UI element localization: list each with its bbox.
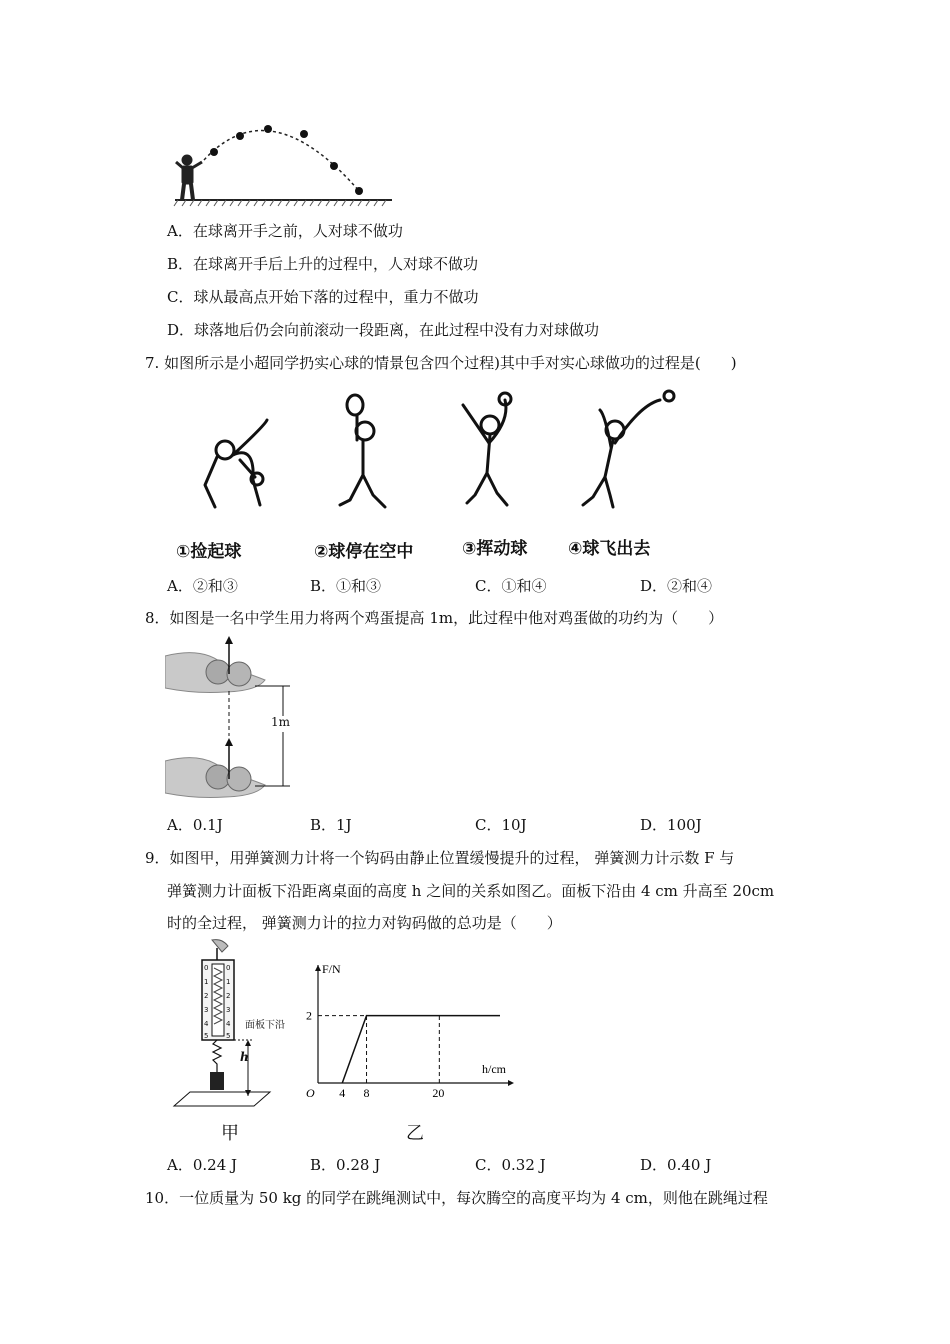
- egg: [206, 765, 230, 789]
- q8-option-b: B．1J: [310, 816, 352, 834]
- svg-text:4: 4: [226, 1020, 231, 1028]
- egg: [206, 660, 230, 684]
- q7-option-d: D．②和④: [640, 577, 713, 595]
- q9-option-c: C．0.32 J: [475, 1156, 546, 1174]
- y-axis-label: F/N: [322, 962, 341, 976]
- ball: [264, 125, 272, 133]
- svg-text:3: 3: [226, 1006, 231, 1014]
- q9-stem-line-2: 弹簧测力计面板下沿距离桌面的高度 h 之间的关系如图乙。面板下沿由 4 cm 升高至 20cm: [167, 882, 775, 900]
- x-tick-label: 8: [363, 1086, 370, 1100]
- q6-option-c: C．球从最高点开始下落的过程中，重力不做功: [167, 288, 479, 306]
- q6-throw-figure: [170, 118, 400, 208]
- q9-h-label: h: [240, 1050, 249, 1064]
- table-plane: [174, 1092, 270, 1106]
- q9-option-a: A．0.24 J: [167, 1156, 238, 1174]
- q9-caption-b: 乙: [406, 1123, 424, 1144]
- q7-caption-4: ④球飞出去: [568, 539, 651, 559]
- x-tick-label: 4: [339, 1086, 346, 1100]
- stick-figure-release: [583, 391, 674, 507]
- q7-option-a: A．②和③: [167, 577, 238, 595]
- svg-text:1: 1: [226, 978, 231, 986]
- q7-caption-2: ②球停在空中: [314, 542, 414, 562]
- ball: [355, 187, 363, 195]
- q7-stick-figures: [185, 385, 695, 525]
- egg: [227, 767, 251, 791]
- q8-height-label: 1m: [271, 715, 291, 729]
- q8-option-c: C．10J: [475, 816, 527, 834]
- q10-stem: 10．一位质量为 50 kg 的同学在跳绳测试中，每次腾空的高度平均为 4 cm，则他在跳绳过程: [145, 1189, 768, 1207]
- svg-text:2: 2: [204, 992, 209, 1000]
- origin-label: O: [306, 1086, 315, 1100]
- q9-stem-line-1: 9．如图甲，用弹簧测力计将一个钩码由静止位置缓慢提升的过程， 弹簧测力计示数 F 与: [145, 849, 735, 867]
- ball: [210, 148, 218, 156]
- q6-option-b: B．在球离开手后上升的过程中，人对球不做功: [167, 255, 479, 273]
- ball: [300, 130, 308, 138]
- ball: [236, 132, 244, 140]
- ball: [330, 162, 338, 170]
- x-axis-label: h/cm: [482, 1062, 506, 1076]
- svg-text:1: 1: [204, 978, 209, 986]
- q6-option-d: D．球落地后仍会向前滚动一段距离，在此过程中没有力对球做功: [167, 321, 600, 339]
- y-axis-arrow: [315, 965, 321, 971]
- q8-option-d: D．100J: [640, 816, 702, 834]
- stick-figure-hold: [340, 395, 385, 507]
- q9-stem-line-3: 时的全过程， 弹簧测力计的拉力对钩码做的总功是（ ）: [167, 914, 562, 932]
- q8-option-a: A．0.1J: [167, 816, 223, 834]
- q7-option-b: B．①和③: [310, 577, 382, 595]
- q9-force-height-chart: [300, 955, 525, 1105]
- stick-figure-swing: [463, 393, 511, 505]
- svg-text:5: 5: [204, 1032, 209, 1040]
- q7-stem: 7. 如图所示是小超同学扔实心球的情景包含四个过程)其中手对实心球做功的过程是( ): [145, 354, 737, 372]
- x-axis-arrow: [508, 1080, 514, 1086]
- svg-text:0: 0: [226, 964, 231, 972]
- egg: [227, 662, 251, 686]
- q9-option-b: B．0.28 J: [310, 1156, 381, 1174]
- svg-text:5: 5: [226, 1032, 231, 1040]
- svg-text:0: 0: [204, 964, 209, 972]
- q6-option-a: A．在球离开手之前，人对球不做功: [167, 222, 403, 240]
- y-tick-label: 2: [306, 1008, 312, 1023]
- svg-text:4: 4: [204, 1020, 209, 1028]
- series-line: [342, 1016, 500, 1083]
- q9-panel-label: 面板下沿: [245, 1020, 285, 1031]
- x-tick-label: 20: [432, 1086, 445, 1100]
- svg-text:2: 2: [226, 992, 231, 1000]
- q9-caption-a: 甲: [221, 1123, 239, 1144]
- q9-option-d: D．0.40 J: [640, 1156, 712, 1174]
- hook-weight: [210, 1072, 224, 1090]
- stick-figure-pickup: [205, 420, 267, 507]
- q7-option-c: C．①和④: [475, 577, 547, 595]
- q7-caption-1: ①捡起球: [176, 542, 242, 562]
- svg-text:3: 3: [204, 1006, 209, 1014]
- q7-caption-3: ③挥动球: [462, 539, 528, 559]
- trajectory-path: [204, 131, 360, 192]
- q8-stem: 8．如图是一名中学生用力将两个鸡蛋提高 1m，此过程中他对鸡蛋做的功约为（ ）: [145, 609, 724, 627]
- thrower-figure: [176, 155, 202, 200]
